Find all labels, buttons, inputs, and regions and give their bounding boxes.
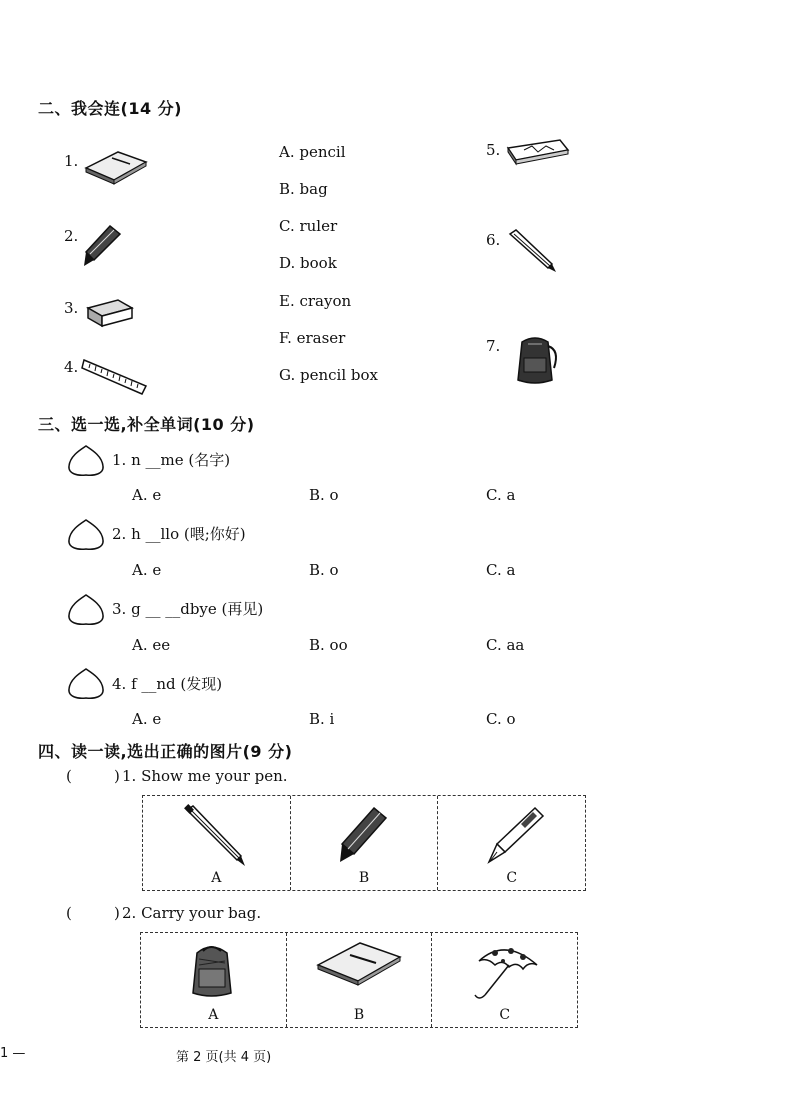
choice-c[interactable]: [432, 933, 577, 1027]
fill-question-1: 1. n __me (名字): [112, 451, 231, 469]
answer-peach-icon[interactable]: [66, 665, 106, 701]
fill-question-3: 3. g __ __dbye (再见): [112, 600, 264, 618]
answer-paren-close: ): [114, 767, 120, 785]
picture-choices-1: [142, 795, 586, 891]
umbrella-icon: [465, 939, 545, 1005]
option-c: C. a: [486, 486, 516, 504]
match-item-4-number: 4.: [64, 358, 79, 376]
match-item-1-number: 1.: [64, 152, 79, 170]
choice-c[interactable]: [438, 796, 585, 890]
picture-question-2: 2. Carry your bag.: [122, 904, 262, 922]
option-a: A. ee: [132, 636, 171, 654]
option-b: B. o: [309, 561, 339, 579]
pencil-icon: [504, 228, 560, 274]
match-item-7-number: 7.: [486, 337, 501, 355]
choice-b[interactable]: [287, 933, 433, 1027]
choice-b-label: B: [358, 870, 370, 886]
option-b: B. oo: [309, 636, 348, 654]
choice-c-label: C: [506, 870, 518, 886]
fountain-pen-icon: [477, 802, 547, 868]
fill-question-2: 2. h __llo (喂;你好): [112, 525, 246, 543]
pencil-icon: [181, 802, 251, 868]
book-icon: [82, 146, 148, 186]
word-option-a: A. pencil: [279, 143, 346, 161]
choice-b-label: B: [353, 1007, 365, 1023]
option-c: C. aa: [486, 636, 525, 654]
pencil-box-icon: [504, 136, 572, 168]
eraser-icon: [84, 296, 136, 328]
picture-choices-2: [140, 932, 578, 1028]
page-margin-mark: 1 —: [0, 1046, 26, 1061]
option-c: C. o: [486, 710, 516, 728]
word-option-c: C. ruler: [279, 217, 338, 235]
answer-peach-icon[interactable]: [66, 516, 106, 552]
match-item-3-number: 3.: [64, 299, 79, 317]
answer-paren-open: (: [66, 904, 72, 922]
section-3-title: 三、选一选,补全单词(10 分): [38, 415, 255, 434]
option-c: C. a: [486, 561, 516, 579]
word-option-g: G. pencil box: [279, 366, 378, 384]
crayon-icon: [334, 802, 394, 868]
section-4-title: 四、读一读,选出正确的图片(9 分): [38, 742, 293, 761]
crayon-icon: [80, 222, 126, 270]
choice-a-label: A: [208, 1007, 219, 1023]
word-option-f: F. eraser: [279, 329, 346, 347]
match-item-6-number: 6.: [486, 231, 501, 249]
option-a: A. e: [132, 486, 162, 504]
match-item-5-number: 5.: [486, 141, 501, 159]
word-option-e: E. crayon: [279, 292, 352, 310]
book-icon: [314, 939, 404, 989]
choice-c-label: C: [499, 1007, 511, 1023]
fill-question-4: 4. f __nd (发现): [112, 675, 223, 693]
option-a: A. e: [132, 561, 162, 579]
answer-paren-close: ): [114, 904, 120, 922]
choice-a[interactable]: [141, 933, 287, 1027]
answer-peach-icon[interactable]: [66, 591, 106, 627]
option-b: B. i: [309, 710, 335, 728]
bag-icon: [185, 939, 241, 1001]
picture-question-1: 1. Show me your pen.: [122, 767, 288, 785]
answer-paren-open: (: [66, 767, 72, 785]
ruler-icon: [80, 354, 150, 398]
bag-icon: [508, 334, 562, 388]
section-2-title: 二、我会连(14 分): [38, 99, 182, 118]
word-option-b: B. bag: [279, 180, 328, 198]
option-b: B. o: [309, 486, 339, 504]
option-a: A. e: [132, 710, 162, 728]
page-number: 第 2 页(共 4 页): [176, 1050, 272, 1065]
word-option-d: D. book: [279, 254, 337, 272]
choice-a[interactable]: [143, 796, 291, 890]
match-item-2-number: 2.: [64, 227, 79, 245]
choice-a-label: A: [211, 870, 222, 886]
answer-peach-icon[interactable]: [66, 442, 106, 478]
choice-b[interactable]: [291, 796, 439, 890]
